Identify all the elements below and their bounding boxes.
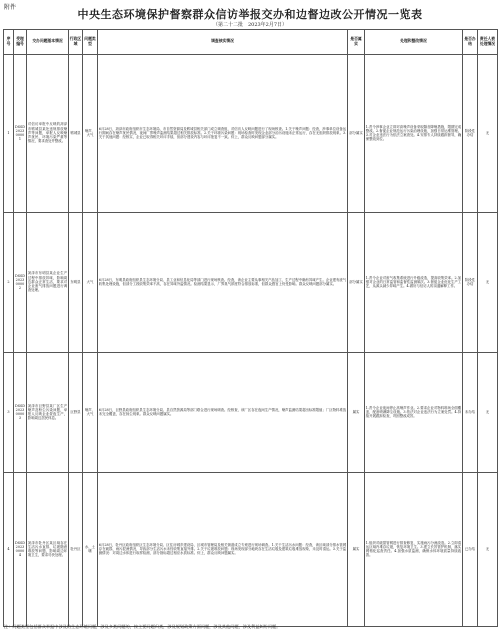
cell-type: 噪声、大气 xyxy=(83,352,98,472)
cell-investigation: 6月28日，巨野县政府组织县生态环境分局、县自然资源局等部门联合进行现场调查。经核查，该厂区存在夜间生产情况，噪声监测结果超出标准限值；厂区物料堆放未完全覆盖，存在扬尘现象。群众反映问题属实。 xyxy=(98,352,348,472)
cell-true: 部分属实 xyxy=(348,54,365,212)
cell-id: DSSD202300002 xyxy=(14,212,27,352)
cell-summary: 菏泽市巨野县某厂区生产噪声及粉尘污染问题，举报人反映企业昼夜生产，影响周边居民休息。 xyxy=(27,352,69,472)
col-header-done: 是否办结 xyxy=(463,30,478,55)
cell-id: DSSD202300003 xyxy=(14,352,27,472)
cell-done: 阶段性办结 xyxy=(463,212,478,352)
footnote: 注：问题类型包括群众举报中涉及的生态环境问题，涉及多类问题的，按主要问题归类，涉及规划政策方面问题，涉及其他问题，涉及利益纠纷问题。 xyxy=(4,624,281,629)
cell-punish: 无 xyxy=(478,212,498,352)
cell-handling: 1.责令企业对废气收集系统进行升级改造，提高收集效率。2.加强对企业的日常监管和监督性监测频次。3.督促企业优化生产工艺，从源头减少异味产生。4.做好与信访人的沟通解释工作。 xyxy=(365,212,463,352)
cell-investigation: 6月28日，菏泽市政府组织市生态环境局、市自然资源局及郓城县相关部门成立调查组，对信访人反映问题进行了现场核查。1.关于噪声问题：经查，涉事单位设备运行期间存在噪声扰民情况，夜间厂界噪声监测结果超过相关排放标准。2.关于环境污染问题：现场检查时发现企业部分治污设施未正常运行，存在无组织排放现象。3.关于其他问题：经核实，企业已取得相关环评手续，但部分建设内容与环评批复不一致。综上，群众反映问题部分属实。 xyxy=(98,54,348,212)
cell-true: 属实 xyxy=(348,352,365,472)
cell-area: 牡丹区 xyxy=(69,472,83,626)
cell-handling: 1.责令企业夜间停止高噪声作业。2.要求企业对物料堆场全面覆盖，配备喷淋降尘设施。3.依法对企业违法行为立案处罚。4.持续开展跟踪检查，巩固整改成效。 xyxy=(365,352,463,472)
batch-subtitle: （第二十二批 2023年2月7日） xyxy=(212,22,288,28)
cell-investigation: 6月28日，牡丹区政府组织区生态环境分局、区住房城乡建设局、区城市管理局及相关街道成立专班进行现场调查。1.关于生活污水问题：经查，该区域部分排水管网存在破损、雨污混流情况，导致部分生活污水未经收集直接外排。2.关于垃圾堆放问题：现场发现部分地块存在生活垃圾及建筑垃圾堆放现象，未及时清运。3.关于监测情况：对周边水体进行取样检测，部分指标超过相应水质标准。综上，群众反映问题属实。 xyxy=(98,472,348,626)
col-header-true: 是否属实 xyxy=(348,30,365,55)
cell-type: 水、土壤 xyxy=(83,472,98,626)
cell-investigation: 6月28日，东明县政府组织县生态环境分局、县工业和信息化局等部门进行现场核查。经查，该企业主要从事相关产品加工，生产过程中确有异味产生。企业建有废气收集处理设施，但部分工段收集效率不高，存在异味外溢情况。检测结果显示，厂界臭气浓度符合排放标准，但群众感官上仍受影响。群众反映问题部分属实。 xyxy=(98,212,348,352)
cell-handling: 1.组织对破损管网进行排查修复，实施雨污分流改造。2.立即清运区域内堆存垃圾，恢复环境卫生。3.建立长效管护机制，落实网格化巡查责任。4.加强水质监测，确保水体环境质量持续改善。 xyxy=(365,472,463,626)
cell-area: 东明县 xyxy=(69,212,83,352)
col-header-type: 问题类型 xyxy=(83,30,98,55)
col-header-id: 受理编号 xyxy=(14,30,27,55)
cell-no: 3 xyxy=(4,352,14,472)
col-header-handling: 处理和整改情况 xyxy=(365,30,463,55)
cell-summary: 对信访举报中反映的菏泽市郓城县某处违规排放噪声等问题，举报人反映噪声扰民、环境污染严重等情况，要求查处并整改。 xyxy=(27,54,69,212)
table-row xyxy=(4,472,498,626)
cell-done: 阶段性办结 xyxy=(463,54,478,212)
cell-id: DSSD202300001 xyxy=(14,54,27,212)
table-row xyxy=(4,212,498,352)
cell-no: 2 xyxy=(4,212,14,352)
cell-type: 大气 xyxy=(83,212,98,352)
col-header-punish: 责任人被处理情况 xyxy=(478,30,498,55)
cell-area: 巨野县 xyxy=(69,352,83,472)
table-header-row xyxy=(4,30,498,55)
cell-summary: 菏泽市牡丹区某区域存在生活污水直排、垃圾随意堆放等问题，影响周边环境卫生，要求尽快处理。 xyxy=(27,472,69,626)
cell-true: 部分属实 xyxy=(348,212,365,352)
col-header-investigation: 调查核实情况 xyxy=(98,30,348,55)
cell-summary: 菏泽市东明县某企业生产过程中排放异味，影响周边群众正常生活，要求对企业废气排放问题进行调查处理。 xyxy=(27,212,69,352)
disclosure-table xyxy=(3,29,498,627)
cell-handling: 1.责令涉事企业立即对高噪声设备采取隔音降噪措施，限期完成整改。2.督促企业规范运行污染治理设施，加强日常运维管理。3.对企业违法行为依法立案查处。4.安排专人持续跟踪督导，确保整改到位。 xyxy=(365,54,463,212)
cell-punish: 无 xyxy=(478,472,498,626)
cell-id: DSSD202300004 xyxy=(14,472,27,626)
col-header-no: 序号 xyxy=(4,30,14,55)
attachment-label: 附件 xyxy=(4,4,17,11)
col-header-summary: 交办问题基本情况 xyxy=(27,30,69,55)
cell-punish: 无 xyxy=(478,352,498,472)
cell-done: 已办结 xyxy=(463,472,478,626)
cell-no: 1 xyxy=(4,54,14,212)
table-row xyxy=(4,352,498,472)
col-header-area: 行政区域 xyxy=(69,30,83,55)
cell-area: 郓城县 xyxy=(69,54,83,212)
page-title: 中央生态环境保护督察群众信访举报交办和边督边改公开情况一览表 xyxy=(77,8,423,21)
table-row xyxy=(4,54,498,212)
cell-no: 4 xyxy=(4,472,14,626)
cell-punish: 无 xyxy=(478,54,498,212)
cell-done: 未办结 xyxy=(463,352,478,472)
cell-true: 属实 xyxy=(348,472,365,626)
cell-type: 噪声、大气 xyxy=(83,54,98,212)
